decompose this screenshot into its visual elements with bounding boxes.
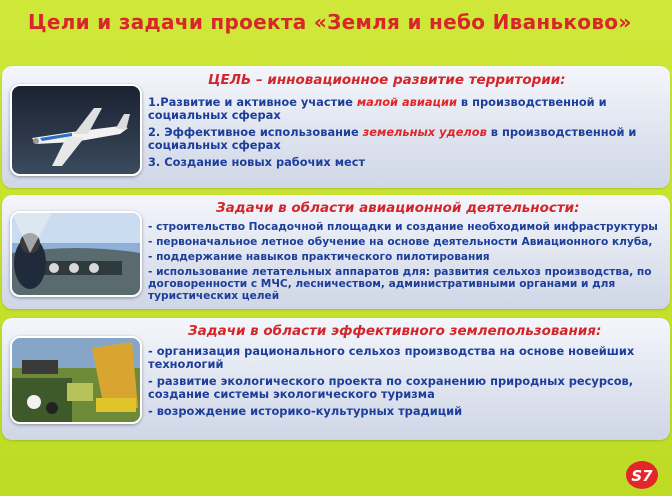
goal-item-1: 1.Развитие и активное участие малой авиации в производственной и социальных сферах [148, 95, 607, 122]
aviation-item: - поддержание навыков практического пилотирования [148, 251, 490, 263]
goal-item-3: 3. Создание новых рабочих мест [148, 155, 366, 169]
airplane-photo [10, 84, 142, 176]
goal-heading: ЦЕЛЬ – инновационное развитие территории: [208, 72, 566, 88]
goal-item-2: 2. Эффективное использование земельных уделов в производственной и социальных сферах [148, 125, 637, 152]
aviation-item: - первоначальное летное обучение на основе деятельности Авиационного клуба, [148, 236, 653, 248]
aviation-item: - использование летательных аппаратов для: развития сельхоз производства, по договоренности с МЧС, лесничеством, административными органами и для туристических целей [148, 266, 652, 302]
goal-panel [2, 66, 670, 188]
aviation-item: - строительство Посадочной площадки и создание необходимой инфраструктуры [148, 221, 658, 233]
land-item: - возрождение историко-культурных традиций [148, 404, 463, 418]
aviation-panel [2, 195, 670, 309]
land-panel [2, 318, 670, 440]
land-item: - организация рационального сельхоз производства на основе новейших технологий [148, 344, 635, 371]
aviation-heading: Задачи в области авиационной деятельности: [216, 200, 580, 216]
svg-text:S7: S7 [631, 467, 653, 485]
cockpit-photo [10, 211, 142, 297]
s7-logo-icon [625, 460, 659, 490]
land-item: - развитие экологического проекта по сохранению природных ресурсов, создание системы экологического туризма [148, 374, 634, 401]
page-title: Цели и задачи проекта «Земля и небо Иваньково» [28, 10, 632, 34]
land-heading: Задачи в области эффективного землепользования: [188, 323, 602, 339]
harvest-photo [10, 336, 142, 424]
